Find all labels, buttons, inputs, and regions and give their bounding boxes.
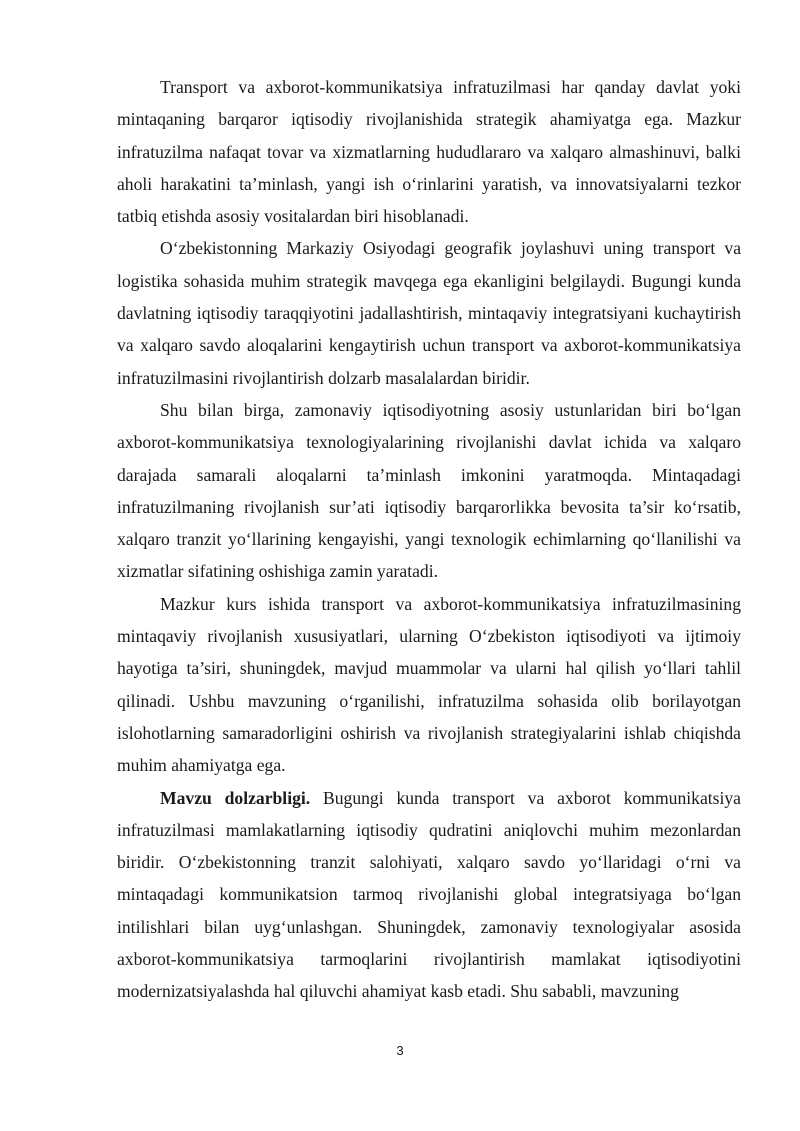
paragraph-course-work: Mazkur kurs ishida transport va axborot-kommunikatsiya infratuzilmasining mintaqaviy rivojlanish xususiyatlari, ularning O‘zbekiston iqtisodiyoti va ijtimoiy hayotiga ta’siri, shuningdek, mavjud muammolar va ularni hal qilish yo‘llari tahlil qilinadi. Ushbu mavzuning o‘rganilishi, infratuzilma sohasida olib borilayotgan islohotlarning samaradorligini oshirish va rivojlanish strategiyalarini ishlab chiqishda muhim ahamiyatga ega. [117, 593, 741, 776]
relevance-heading: Mavzu dolzarbligi. [160, 787, 311, 808]
paragraph-geography: O‘zbekistonning Markaziy Osiyodagi geografik joylashuvi uning transport va logistika sohasida muhim strategik mavqega ega ekanligini belgilaydi. Bugungi kunda davlatning iqtisodiy taraqqiyotini jadallashtirish, mintaqaviy integratsiyani kuchaytirish va xalqaro savdo aloqalarini kengaytirish uchun transport va axborot-kommunikatsiya infratuzilmasini rivojlantirish dolzarb masalalardan biridir. [117, 238, 741, 388]
page-body [117, 71, 741, 1008]
paragraph-intro: Transport va axborot-kommunikatsiya infratuzilmasi har qanday davlat yoki mintaqaning barqaror iqtisodiy rivojlanishida strategik ahamiyatga ega. Mazkur infratuzilma nafaqat tovar va xizmatlarning hududlararo va xalqaro almashinuvi, balki aholi harakatini ta’minlash, yangi ish o‘rinlarini yaratish, va innovatsiyalarni tezkor tatbiq etishda asosiy vositalardan biri hisoblanadi. [117, 77, 741, 227]
paragraph-relevance [117, 782, 741, 1008]
paragraph-ict: Shu bilan birga, zamonaviy iqtisodiyotning asosiy ustunlaridan biri bo‘lgan axborot-kommunikatsiya texnologiyalarining rivojlanishi davlat ichida va xalqaro darajada samarali aloqalarni ta’minlash imkonini yaratmoqda. Mintaqadagi infratuzilmaning rivojlanish sur’ati iqtisodiy barqarorlikka bevosita ta’sir ko‘rsatib, xalqaro tranzit yo‘llarining kengayishi, yangi texnologik echimlarning qo‘llanilishi va xizmatlar sifatining oshishiga zamin yaratadi. [117, 399, 741, 582]
page-number: 3 [396, 1043, 404, 1058]
relevance-text: Bugungi kunda transport va axborot kommunikatsiya infratuzilmasi mamlakatlarning iqtisodiy qudratini aniqlovchi muhim mezonlardan biridir. O‘zbekistonning tranzit salohiyati, xalqaro savdo yo‘llaridagi o‘rni va mintaqadagi kommunikatsion tarmoq rivojlanishi global integratsiyaga bo‘lgan intilishlari bilan uyg‘unlashgan. Shuningdek, zamonaviy texnologiyalar asosida axborot-kommunikatsiya tarmoqlarini rivojlantirish mamlakat iqtisodiyotini modernizatsiyalashda hal qiluvchi ahamiyat kasb etadi. Shu sababli, mavzuning [117, 787, 741, 1002]
